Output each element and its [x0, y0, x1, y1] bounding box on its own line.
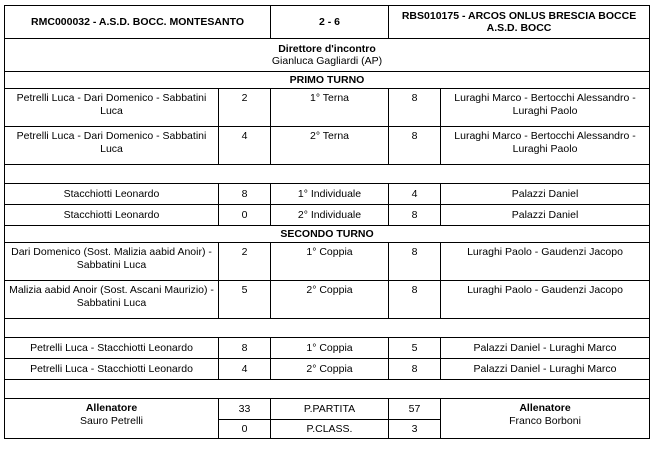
- away-score: 8: [389, 359, 441, 380]
- director-name: Gianluca Gagliardi (AP): [271, 55, 383, 67]
- home-score: 8: [219, 184, 271, 205]
- game-type: 2° Individuale: [271, 205, 389, 226]
- game-row: [5, 184, 650, 205]
- game-row: [5, 89, 650, 127]
- away-coach-cell: [441, 399, 650, 439]
- away-players: Palazzi Daniel - Luraghi Marco: [441, 359, 650, 380]
- header-row: [5, 6, 650, 39]
- home-players: Stacchiotti Leonardo: [5, 184, 219, 205]
- game-type: 2° Coppia: [271, 281, 389, 319]
- away-score: 8: [389, 205, 441, 226]
- spacer-row: [5, 165, 650, 184]
- home-players: Petrelli Luca - Dari Domenico - Sabbatini Luca: [5, 127, 219, 165]
- game-type: 1° Coppia: [271, 338, 389, 359]
- game-row: [5, 127, 650, 165]
- game-type: 2° Coppia: [271, 359, 389, 380]
- away-score: 8: [389, 243, 441, 281]
- spacer-cell: [5, 165, 650, 184]
- home-score: 5: [219, 281, 271, 319]
- game-row: [5, 243, 650, 281]
- away-players: Palazzi Daniel - Luraghi Marco: [441, 338, 650, 359]
- home-players: Malizia aabid Anoir (Sost. Ascani Maurizio) - Sabbatini Luca: [5, 281, 219, 319]
- game-type: 2° Terna: [271, 127, 389, 165]
- director-cell: [5, 39, 650, 72]
- first-round-title-row: [5, 72, 650, 89]
- home-score: 4: [219, 359, 271, 380]
- match-report-table: [4, 5, 650, 439]
- partita-away-points: 57: [389, 399, 441, 420]
- home-score: 4: [219, 127, 271, 165]
- home-coach-name: Sauro Petrelli: [79, 414, 144, 427]
- away-players: Palazzi Daniel: [441, 205, 650, 226]
- director-label: Direttore d'incontro: [278, 42, 376, 55]
- away-coach-label: Allenatore: [519, 402, 571, 414]
- class-label: P.CLASS.: [271, 420, 389, 439]
- partita-home-points: 33: [219, 399, 271, 420]
- spacer-row: [5, 319, 650, 338]
- home-coach-cell: [5, 399, 219, 439]
- class-away-points: 3: [389, 420, 441, 439]
- home-players: Stacchiotti Leonardo: [5, 205, 219, 226]
- director-row: [5, 39, 650, 72]
- game-type: 1° Individuale: [271, 184, 389, 205]
- game-type: 1° Coppia: [271, 243, 389, 281]
- home-score: 2: [219, 243, 271, 281]
- away-players: Luraghi Marco - Bertocchi Alessandro - Luraghi Paolo: [441, 89, 650, 127]
- home-score: 2: [219, 89, 271, 127]
- away-players: Luraghi Marco - Bertocchi Alessandro - Luraghi Paolo: [441, 127, 650, 165]
- second-round-title: SECONDO TURNO: [5, 226, 650, 243]
- game-row: [5, 205, 650, 226]
- first-round-title: PRIMO TURNO: [5, 72, 650, 89]
- home-score: 8: [219, 338, 271, 359]
- spacer-row: [5, 380, 650, 399]
- footer-row-partita: [5, 399, 650, 420]
- away-players: Palazzi Daniel: [441, 184, 650, 205]
- spacer-cell: [5, 380, 650, 399]
- game-type: 1° Terna: [271, 89, 389, 127]
- away-team-name: RBS010175 - ARCOS ONLUS BRESCIA BOCCE A.S.D. BOCC: [389, 6, 650, 39]
- game-row: [5, 281, 650, 319]
- class-home-points: 0: [219, 420, 271, 439]
- away-score: 8: [389, 127, 441, 165]
- home-score: 0: [219, 205, 271, 226]
- away-players: Luraghi Paolo - Gaudenzi Jacopo: [441, 243, 650, 281]
- away-score: 4: [389, 184, 441, 205]
- home-players: Petrelli Luca - Stacchiotti Leonardo: [5, 359, 219, 380]
- home-players: Petrelli Luca - Stacchiotti Leonardo: [5, 338, 219, 359]
- spacer-cell: [5, 319, 650, 338]
- match-score: 2 - 6: [271, 6, 389, 39]
- home-team-name: RMC000032 - A.S.D. BOCC. MONTESANTO: [5, 6, 271, 39]
- partita-label: P.PARTITA: [271, 399, 389, 420]
- away-score: 8: [389, 281, 441, 319]
- away-score: 5: [389, 338, 441, 359]
- second-round-title-row: [5, 226, 650, 243]
- away-coach-name: Franco Borboni: [509, 414, 581, 427]
- home-players: Dari Domenico (Sost. Malizia aabid Anoir) - Sabbatini Luca: [5, 243, 219, 281]
- away-players: Luraghi Paolo - Gaudenzi Jacopo: [441, 281, 650, 319]
- home-players: Petrelli Luca - Dari Domenico - Sabbatini Luca: [5, 89, 219, 127]
- home-coach-label: Allenatore: [85, 402, 138, 414]
- game-row: [5, 338, 650, 359]
- away-score: 8: [389, 89, 441, 127]
- game-row: [5, 359, 650, 380]
